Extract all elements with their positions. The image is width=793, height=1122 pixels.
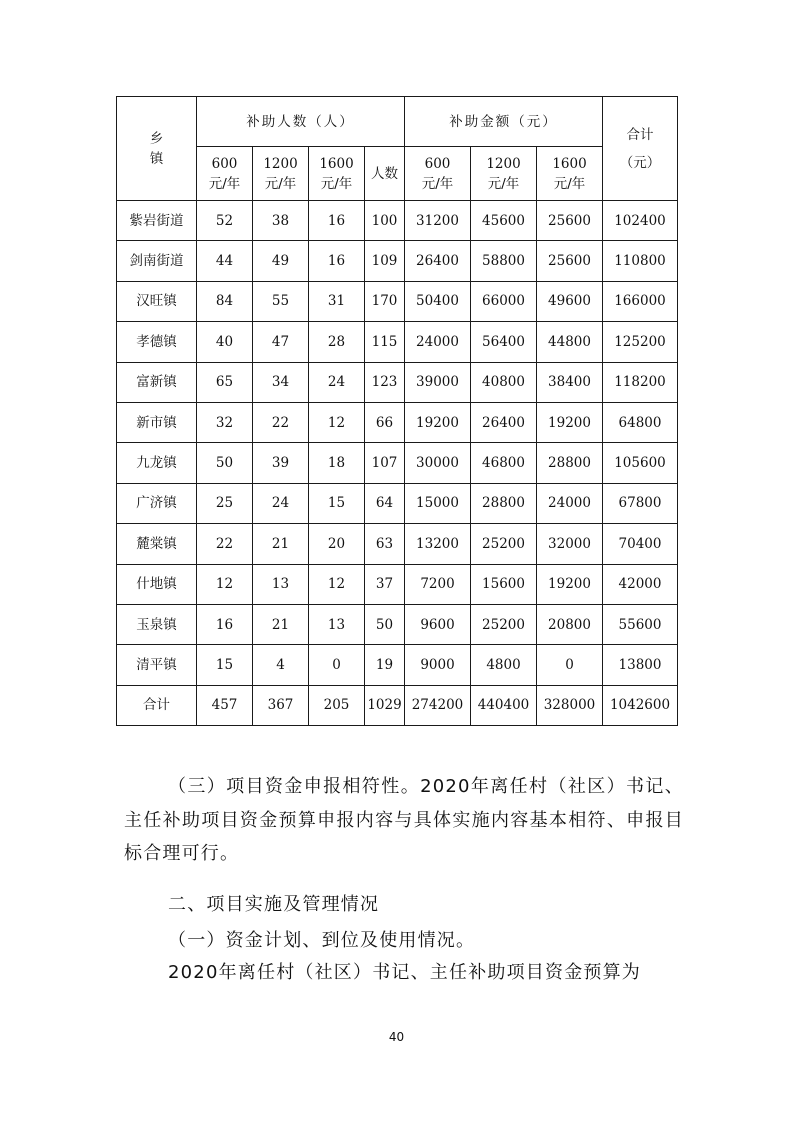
cell-a1200: 46800	[471, 443, 537, 483]
cell-a1200: 66000	[471, 281, 537, 321]
header-amount-1200-unit: 元/年	[487, 175, 520, 192]
cell-town: 汉旺镇	[117, 281, 197, 321]
cell-p1200: 21	[253, 604, 309, 644]
header-town: 乡 镇	[117, 97, 197, 201]
cell-p1600: 0	[309, 645, 365, 685]
cell-a1200: 15600	[471, 564, 537, 604]
header-people-1200-value: 1200	[263, 155, 298, 172]
cell-a1200: 25200	[471, 524, 537, 564]
header-amount-600-unit: 元/年	[421, 175, 454, 192]
cell-a1200: 45600	[471, 201, 537, 241]
cell-p1600: 18	[309, 443, 365, 483]
cell-p1200: 38	[253, 201, 309, 241]
cell-people: 19	[365, 645, 405, 685]
cell-a1200: 25200	[471, 604, 537, 644]
header-people-group: 补助人数（人）	[197, 97, 405, 147]
header-people-600-value: 600	[211, 155, 238, 172]
header-amount-600-value: 600	[424, 155, 451, 172]
header-total-line2: （元）	[619, 154, 661, 171]
cell-people: 1029	[365, 685, 405, 725]
cell-p1600: 31	[309, 281, 365, 321]
cell-total: 13800	[603, 645, 678, 685]
cell-a600: 15000	[405, 483, 471, 523]
cell-a1600: 20800	[537, 604, 603, 644]
table-row	[117, 443, 678, 483]
table-header-row-1	[117, 97, 678, 147]
cell-p600: 65	[197, 362, 253, 402]
header-amount-1600-value: 1600	[552, 155, 587, 172]
cell-p1600: 16	[309, 241, 365, 281]
table-row	[117, 645, 678, 685]
cell-total: 70400	[603, 524, 678, 564]
cell-total: 55600	[603, 604, 678, 644]
cell-people: 64	[365, 483, 405, 523]
cell-total: 102400	[603, 201, 678, 241]
cell-total: 166000	[603, 281, 678, 321]
cell-people: 115	[365, 322, 405, 362]
cell-a1200: 28800	[471, 483, 537, 523]
cell-total: 118200	[603, 362, 678, 402]
cell-a600: 39000	[405, 362, 471, 402]
header-amount-1600-unit: 元/年	[553, 175, 586, 192]
section-heading: 二、项目实施及管理情况	[168, 894, 380, 915]
table-header-row-2	[117, 147, 678, 201]
cell-a1200: 4800	[471, 645, 537, 685]
header-people-count-label: 人数	[371, 165, 398, 182]
cell-town: 合计	[117, 685, 197, 725]
cell-p1200: 55	[253, 281, 309, 321]
table-row	[117, 362, 678, 402]
cell-a1200: 40800	[471, 362, 537, 402]
cell-people: 63	[365, 524, 405, 564]
cell-people: 170	[365, 281, 405, 321]
cell-p1600: 12	[309, 564, 365, 604]
header-people-1200-unit: 元/年	[264, 175, 297, 192]
cell-a1600: 24000	[537, 483, 603, 523]
cell-p600: 15	[197, 645, 253, 685]
cell-town: 麓棠镇	[117, 524, 197, 564]
cell-town: 新市镇	[117, 402, 197, 442]
cell-a600: 26400	[405, 241, 471, 281]
cell-p1600: 205	[309, 685, 365, 725]
subsection-heading: （一）资金计划、到位及使用情况。	[168, 930, 476, 951]
cell-people: 50	[365, 604, 405, 644]
cell-a1600: 328000	[537, 685, 603, 725]
cell-total: 1042600	[603, 685, 678, 725]
cell-people: 123	[365, 362, 405, 402]
cell-a1600: 28800	[537, 443, 603, 483]
header-people-1200	[253, 147, 309, 201]
header-amount-1200-value: 1200	[486, 155, 521, 172]
subsidy-table	[116, 96, 678, 726]
cell-p1200: 24	[253, 483, 309, 523]
cell-total: 42000	[603, 564, 678, 604]
header-amount-1200	[471, 147, 537, 201]
cell-p1600: 12	[309, 402, 365, 442]
cell-a1600: 25600	[537, 201, 603, 241]
cell-a1600: 38400	[537, 362, 603, 402]
cell-p600: 40	[197, 322, 253, 362]
cell-a600: 9000	[405, 645, 471, 685]
table-row	[117, 402, 678, 442]
cell-p600: 22	[197, 524, 253, 564]
table-row	[117, 483, 678, 523]
cell-a1200: 58800	[471, 241, 537, 281]
cell-a600: 13200	[405, 524, 471, 564]
table-row	[117, 281, 678, 321]
table-row	[117, 564, 678, 604]
cell-a1600: 0	[537, 645, 603, 685]
cell-people: 66	[365, 402, 405, 442]
cell-a600: 274200	[405, 685, 471, 725]
table-row	[117, 322, 678, 362]
cell-town: 清平镇	[117, 645, 197, 685]
cell-a1600: 32000	[537, 524, 603, 564]
table-row	[117, 241, 678, 281]
cell-p1200: 4	[253, 645, 309, 685]
table-row	[117, 201, 678, 241]
cell-p1600: 24	[309, 362, 365, 402]
cell-p1200: 22	[253, 402, 309, 442]
cell-p1200: 39	[253, 443, 309, 483]
body-paragraph-1: （三）项目资金申报相符性。2020年离任村（社区）书记、主任补助项目资金预算申报内容与具体实施内容基本相符、申报目标合理可行。	[124, 776, 684, 864]
header-people-600	[197, 147, 253, 201]
header-total	[603, 97, 678, 201]
cell-a600: 50400	[405, 281, 471, 321]
cell-p1200: 21	[253, 524, 309, 564]
header-people-600-unit: 元/年	[208, 175, 241, 192]
cell-people: 107	[365, 443, 405, 483]
header-amount-1600	[537, 147, 603, 201]
cell-p1200: 47	[253, 322, 309, 362]
cell-town: 孝德镇	[117, 322, 197, 362]
header-amount-600	[405, 147, 471, 201]
cell-town: 什地镇	[117, 564, 197, 604]
cell-a1200: 56400	[471, 322, 537, 362]
cell-a1600: 19200	[537, 402, 603, 442]
cell-p1600: 15	[309, 483, 365, 523]
cell-a1200: 440400	[471, 685, 537, 725]
cell-p1200: 367	[253, 685, 309, 725]
cell-town: 九龙镇	[117, 443, 197, 483]
cell-p600: 457	[197, 685, 253, 725]
cell-p600: 16	[197, 604, 253, 644]
cell-total: 110800	[603, 241, 678, 281]
header-people-1600	[309, 147, 365, 201]
cell-a600: 31200	[405, 201, 471, 241]
cell-p600: 12	[197, 564, 253, 604]
cell-town: 广济镇	[117, 483, 197, 523]
cell-total: 67800	[603, 483, 678, 523]
cell-p600: 44	[197, 241, 253, 281]
cell-a600: 19200	[405, 402, 471, 442]
header-amount-group: 补助金额（元）	[405, 97, 603, 147]
cell-town: 剑南街道	[117, 241, 197, 281]
cell-people: 109	[365, 241, 405, 281]
cell-a1600: 25600	[537, 241, 603, 281]
cell-p600: 84	[197, 281, 253, 321]
cell-p1200: 34	[253, 362, 309, 402]
header-total-line1: 合计	[626, 126, 654, 143]
cell-p1200: 49	[253, 241, 309, 281]
header-people-1600-unit: 元/年	[320, 175, 353, 192]
header-people-count	[365, 147, 405, 201]
table-row	[117, 524, 678, 564]
cell-p1600: 20	[309, 524, 365, 564]
cell-p1200: 13	[253, 564, 309, 604]
cell-a1200: 26400	[471, 402, 537, 442]
cell-total: 64800	[603, 402, 678, 442]
cell-a600: 30000	[405, 443, 471, 483]
table-total-row	[117, 685, 678, 725]
cell-p1600: 16	[309, 201, 365, 241]
cell-a600: 7200	[405, 564, 471, 604]
cell-p600: 52	[197, 201, 253, 241]
header-people-1600-value: 1600	[319, 155, 354, 172]
cell-total: 125200	[603, 322, 678, 362]
cell-town: 紫岩街道	[117, 201, 197, 241]
cell-p600: 50	[197, 443, 253, 483]
cell-total: 105600	[603, 443, 678, 483]
cell-a1600: 49600	[537, 281, 603, 321]
cell-p600: 32	[197, 402, 253, 442]
cell-people: 100	[365, 201, 405, 241]
cell-people: 37	[365, 564, 405, 604]
cell-p1600: 28	[309, 322, 365, 362]
cell-a600: 24000	[405, 322, 471, 362]
cell-town: 玉泉镇	[117, 604, 197, 644]
cell-a600: 9600	[405, 604, 471, 644]
cell-p1600: 13	[309, 604, 365, 644]
body-paragraph-2: 2020年离任村（社区）书记、主任补助项目资金预算为	[168, 962, 642, 983]
table-row	[117, 604, 678, 644]
cell-a1600: 19200	[537, 564, 603, 604]
page-number: 40	[388, 1030, 405, 1044]
cell-a1600: 44800	[537, 322, 603, 362]
cell-town: 富新镇	[117, 362, 197, 402]
cell-p600: 25	[197, 483, 253, 523]
